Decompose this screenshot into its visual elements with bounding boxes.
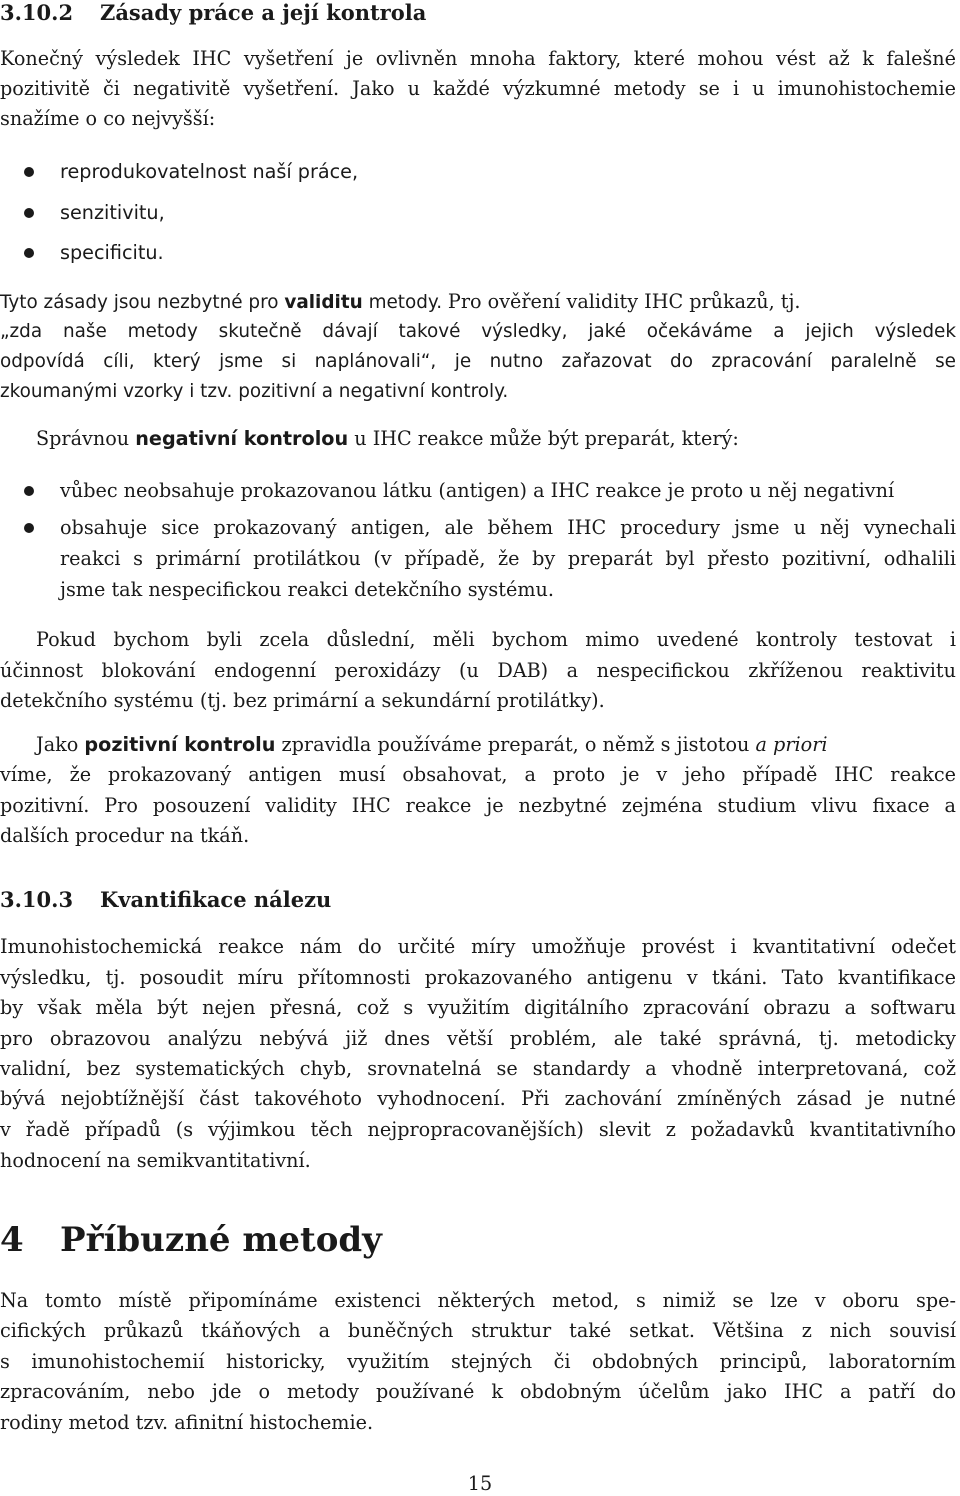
page-number: 15 bbox=[467, 1472, 493, 1495]
paragraph-line: bývá nejobtížnější část takovéhoto vyhodnocení. Při zachování zmíněných zásad je nutné bbox=[0, 1087, 956, 1110]
text-run: u IHC reakce může být preparát, který: bbox=[354, 427, 739, 450]
paragraph-line bbox=[36, 733, 956, 757]
paragraph-line: validní, bez systematických chyb, srovnatelná se standardy a vhodně interpretovaná, což bbox=[0, 1057, 956, 1080]
bold-term-negative-control: negativní kontrolou bbox=[135, 427, 349, 450]
paragraph-line: „zda naše metody skutečně dávají takové výsledky, jaké očekáváme a jejich výsledek bbox=[0, 321, 956, 342]
paragraph-line: Pokud bychom byli zcela důslední, měli bychom mimo uvedené kontroly testovat i bbox=[36, 628, 956, 651]
paragraph-line: víme, že prokazovaný antigen musí obsahovat, a proto je v jeho případě IHC reakce bbox=[0, 763, 956, 786]
paragraph-line: pozitivní. Pro posouzení validity IHC reakce je nezbytné zejména studium vlivu fixace a bbox=[0, 794, 956, 817]
paragraph-line: s imunohistochemií historicky, využitím stejných či obdobných principů, laboratorním bbox=[0, 1350, 956, 1373]
text-run: Tyto zásady jsou nezbytné pro bbox=[0, 292, 279, 313]
chapter-number: 4 bbox=[0, 1220, 24, 1260]
list-item: senzitivitu, bbox=[60, 201, 165, 224]
paragraph-line: v řadě případů (s výjimkou těch nejpropracovanějších) slevit z požadavků kvantitativního bbox=[0, 1118, 956, 1141]
list-item-continuation: jsme tak nespecifickou reakci detekčního systému. bbox=[60, 578, 554, 601]
paragraph-line: hodnocení na semikvantitativní. bbox=[0, 1149, 311, 1172]
list-item-continuation: reakci s primární protilátkou (v případě, že by preparát byl přesto pozitivní, odhalili bbox=[60, 547, 956, 570]
text-run: Pro ověření validity IHC průkazů, tj. bbox=[447, 290, 801, 313]
chapter-title: Příbuzné metody bbox=[60, 1220, 382, 1260]
section-number: 3.10.3 bbox=[0, 887, 74, 912]
paragraph-line: pro obrazovou analýzu nebývá již dnes větší problém, ale také správná, tj. metodicky bbox=[0, 1027, 956, 1050]
text-run: zpravidla používáme preparát, o němž s jistotou bbox=[281, 733, 750, 756]
section-title: Zásady práce a její kontrola bbox=[100, 0, 427, 25]
paragraph-line: pozitivitě či negativitě vyšetření. Jako u každé výzkumné metody se i u imunohistochemie bbox=[0, 77, 956, 100]
bold-term-validity: validitu bbox=[284, 292, 363, 313]
paragraph-line bbox=[36, 427, 960, 451]
bullet-icon bbox=[24, 486, 34, 496]
bullet-icon bbox=[24, 208, 34, 218]
text-run: Jako bbox=[36, 733, 79, 756]
section-heading-3-10-3 bbox=[0, 887, 331, 913]
chapter-heading-4 bbox=[0, 1220, 382, 1260]
section-title: Kvantifikace nálezu bbox=[100, 887, 332, 912]
section-number: 3.10.2 bbox=[0, 0, 74, 25]
paragraph-line: detekčního systému (tj. bez primární a sekundární protilátky). bbox=[0, 689, 605, 712]
paragraph-line: výsledku, tj. posoudit míru přítomnosti prokazovaného antigenu v tkáni. Tato kvantifikace bbox=[0, 966, 956, 989]
paragraph-line: Na tomto místě připomínáme existenci některých metod, s nimiž se lze v oboru spe- bbox=[0, 1289, 956, 1312]
paragraph-line: účinnost blokování endogenní peroxidázy (u DAB) a nespecifickou zkříženou reaktivitu bbox=[0, 659, 956, 682]
paragraph-line: zkoumanými vzorky i tzv. pozitivní a negativní kontroly. bbox=[0, 381, 509, 402]
bold-term-positive-control: pozitivní kontrolu bbox=[84, 733, 276, 756]
list-item: obsahuje sice prokazovaný antigen, ale během IHC procedury jsme u něj vynechali bbox=[60, 516, 956, 539]
section-heading-3-10-2 bbox=[0, 0, 426, 26]
bullet-icon bbox=[24, 167, 34, 177]
list-item: specificitu. bbox=[60, 241, 164, 264]
text-run: Správnou bbox=[36, 427, 130, 450]
paragraph-line: by však měla být nejen přesná, což s využitím digitálního zpracování obrazu a softwaru bbox=[0, 996, 956, 1019]
bullet-icon bbox=[24, 248, 34, 258]
italic-term: a priori bbox=[755, 733, 828, 756]
paragraph-line: rodiny metod tzv. afinitní histochemie. bbox=[0, 1411, 374, 1434]
paragraph-line: dalších procedur na tkáň. bbox=[0, 824, 250, 847]
paragraph-line: odpovídá cíli, který jsme si naplánovali“, je nutno zařazovat do zpracování paralelně se bbox=[0, 351, 956, 372]
paragraph-line: snažíme o co nejvyšší: bbox=[0, 107, 216, 130]
paragraph-line: cifických průkazů tkáňových a buněčných struktur také setkat. Většina z nich souvisí bbox=[0, 1319, 956, 1342]
paragraph-line: Konečný výsledek IHC vyšetření je ovlivněn mnoha faktory, které mohou vést až k falešné bbox=[0, 47, 956, 70]
paragraph-line: Imunohistochemická reakce nám do určité míry umožňuje provést i kvantitativní odečet bbox=[0, 935, 956, 958]
list-item: reprodukovatelnost naší práce, bbox=[60, 160, 359, 183]
text-run: metody. bbox=[368, 292, 443, 313]
paragraph-line bbox=[0, 290, 956, 315]
paragraph-line: zpracováním, nebo jde o metody používané k obdobným účelům jako IHC a patří do bbox=[0, 1380, 956, 1403]
list-item: vůbec neobsahuje prokazovanou látku (antigen) a IHC reakce je proto u něj negativní bbox=[60, 479, 895, 502]
bullet-icon bbox=[24, 523, 34, 533]
